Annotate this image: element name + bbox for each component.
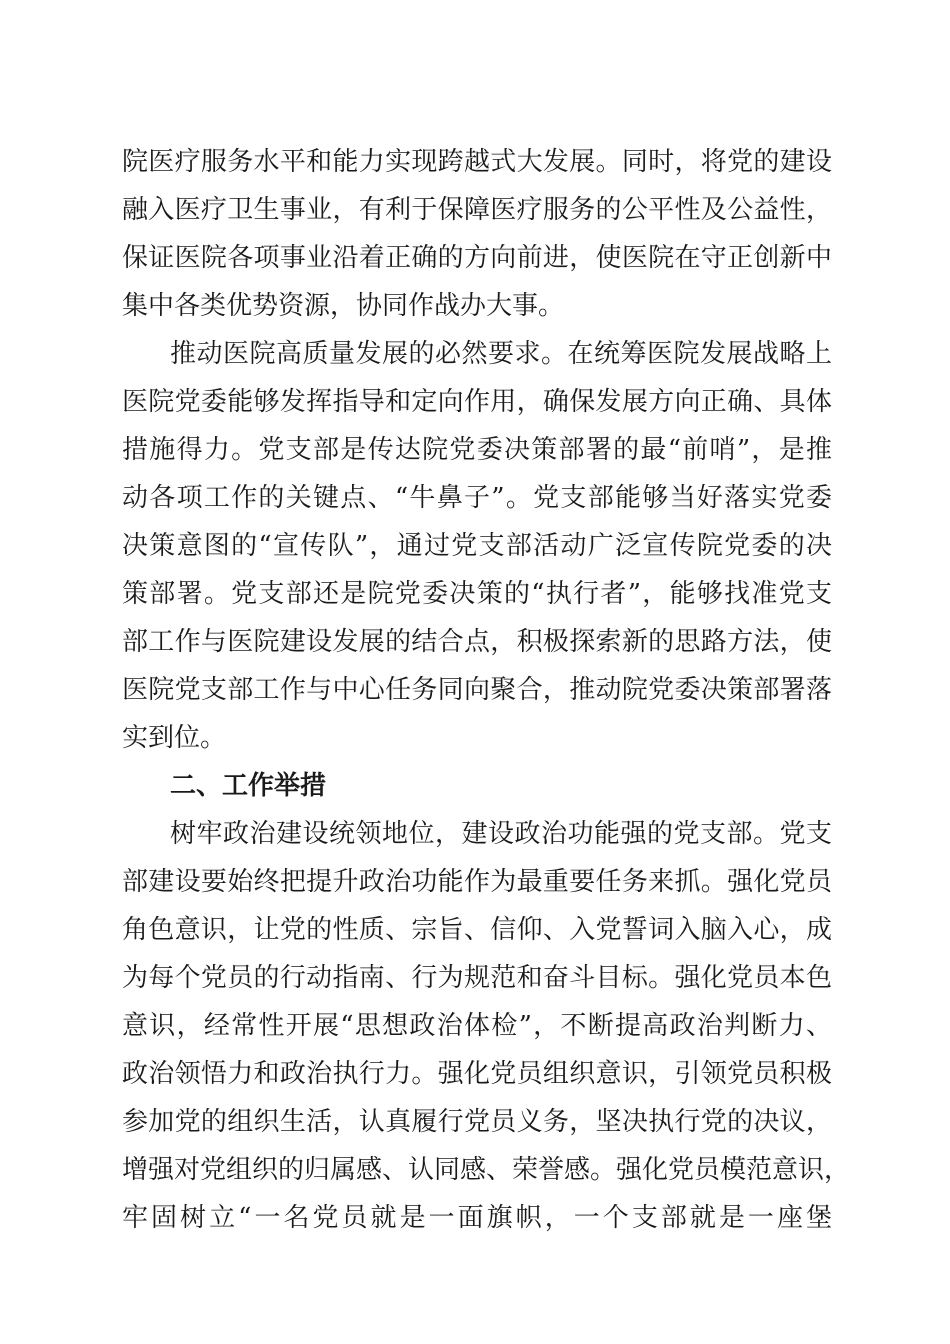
text-line: 牢固树立“一名党员就是一面旗帜，一个支部就是一座堡 xyxy=(122,1203,832,1233)
text-line: 增强对党组织的归属感、认同感、荣誉感。强化党员模范意识， xyxy=(122,1155,851,1185)
text-line: 部工作与医院建设发展的结合点，积极探索新的思路方法，使 xyxy=(122,627,832,657)
section-heading: 二、工作举措 xyxy=(170,771,327,801)
text-line: 决策意图的“宣传队”，通过党支部活动广泛宣传院党委的决 xyxy=(122,531,832,561)
text-line: 措施得力。党支部是传达院党委决策部署的最“前哨”，是推 xyxy=(122,435,832,465)
text-line: 角色意识，让党的性质、宗旨、信仰、入党誓词入脑入心，成 xyxy=(122,915,832,945)
text-line: 保证医院各项事业沿着正确的方向前进，使医院在守正创新中 xyxy=(122,243,832,273)
text-line: 政治领悟力和政治执行力。强化党员组织意识，引领党员积极 xyxy=(122,1059,832,1089)
text-line: 动各项工作的关键点、“牛鼻子”。党支部能够当好落实党委 xyxy=(122,483,832,513)
text-line: 实到位。 xyxy=(122,723,227,753)
text-line: 集中各类优势资源，协同作战办大事。 xyxy=(122,291,565,321)
text-line: 为每个党员的行动指南、行为规范和奋斗目标。强化党员本色 xyxy=(122,963,832,993)
text-line: 医院党支部工作与中心任务同向聚合，推动院党委决策部署落 xyxy=(122,675,832,705)
paragraph-first-line: 推动医院高质量发展的必然要求。在统筹医院发展战略上 xyxy=(170,339,832,369)
text-line: 策部署。党支部还是院党委决策的“执行者”，能够找准党支 xyxy=(122,579,832,609)
text-line: 意识，经常性开展“思想政治体检”，不断提高政治判断力、 xyxy=(122,1011,832,1041)
text-line: 医院党委能够发挥指导和定向作用，确保发展方向正确、具体 xyxy=(122,387,832,417)
text-line: 院医疗服务水平和能力实现跨越式大发展。同时，将党的建设 xyxy=(122,147,832,177)
text-line: 融入医疗卫生事业，有利于保障医疗服务的公平性及公益性， xyxy=(122,195,832,225)
text-line: 部建设要始终把提升政治功能作为最重要任务来抓。强化党员 xyxy=(122,867,832,897)
paragraph-first-line: 树牢政治建设统领地位，建设政治功能强的党支部。党支 xyxy=(170,819,832,849)
text-line: 参加党的组织生活，认真履行党员义务，坚决执行党的决议， xyxy=(122,1107,832,1137)
